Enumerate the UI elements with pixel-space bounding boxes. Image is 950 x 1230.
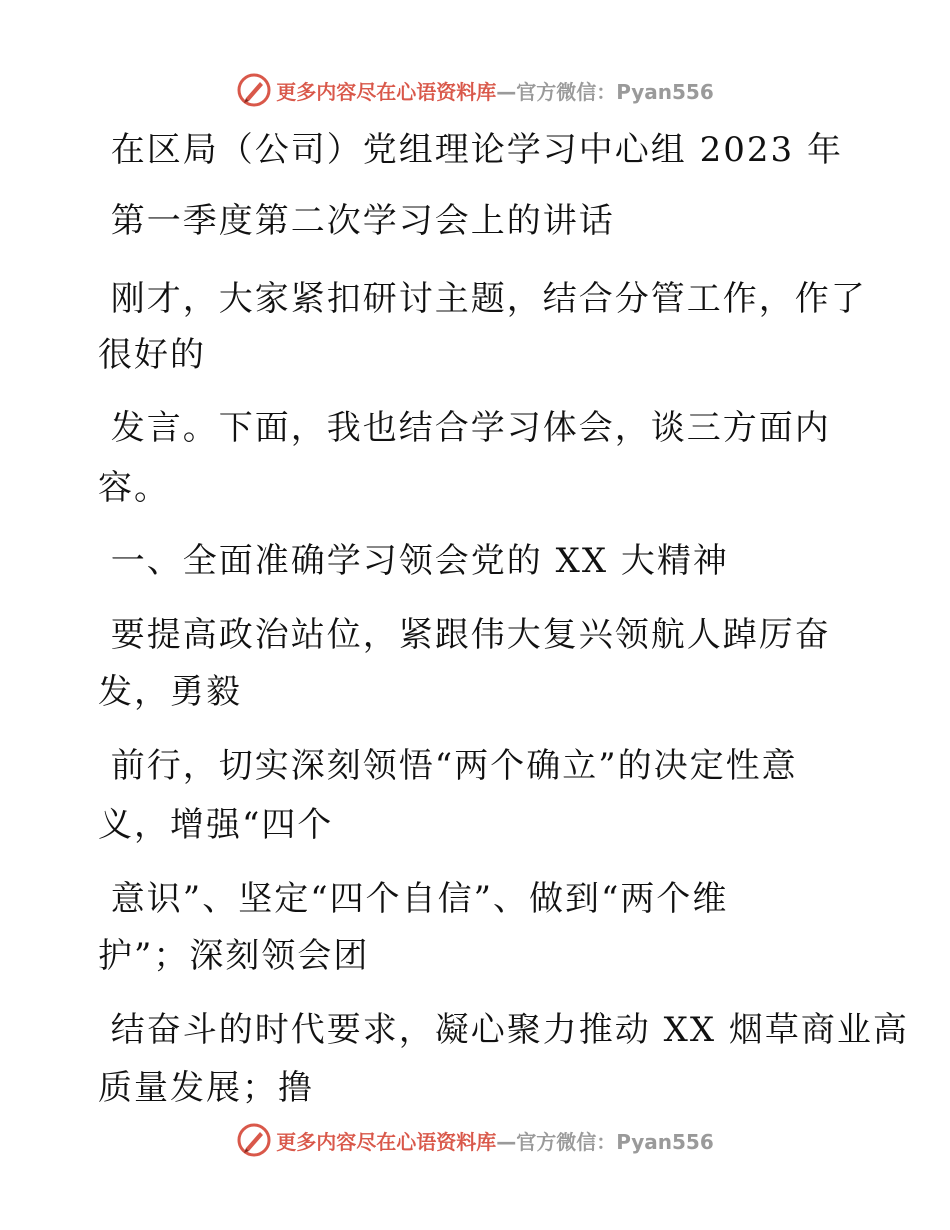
doc-title-line-2: 第一季度第二次学习会上的讲话 [98, 201, 615, 241]
doc-line: 结奋斗的时代要求，凝心聚力推动 XX 烟草商业高 [98, 1010, 909, 1050]
doc-line: 意识”、坚定“四个自信”、做到“两个维 [98, 879, 729, 919]
doc-line: 发，勇毅 [98, 672, 242, 712]
watermark-prefix: 更多内容尽在心语资料库 [276, 1129, 497, 1154]
doc-line: 前行，切实深刻领悟“两个确立”的决定性意 [98, 746, 798, 786]
doc-line: 很好的 [98, 335, 206, 375]
doc-line: 义，增强“四个 [98, 805, 334, 845]
watermark-suffix: —官方微信：Pyan556 [496, 79, 714, 104]
doc-line: 容。 [98, 468, 170, 508]
section-heading: 一、全面准确学习领会党的 XX 大精神 [98, 541, 729, 581]
watermark-suffix: —官方微信：Pyan556 [496, 1129, 714, 1154]
doc-line: 发言。下面，我也结合学习体会，谈三方面内 [98, 408, 831, 448]
doc-line: 刚才，大家紧扣研讨主题，结合分管工作，作了 [98, 279, 867, 319]
watermark-prefix: 更多内容尽在心语资料库 [276, 79, 497, 104]
pen-logo-icon [236, 1122, 272, 1158]
watermark-text [276, 1126, 714, 1155]
doc-line: 质量发展；撸 [98, 1068, 314, 1108]
doc-line: 要提高政治站位，紧跟伟大复兴领航人踔厉奋 [98, 615, 831, 655]
doc-title-line-1: 在区局（公司）党组理论学习中心组 2023 年 [98, 130, 843, 170]
doc-line: 护”；深刻领会团 [98, 936, 370, 976]
watermark-footer [0, 1120, 950, 1160]
